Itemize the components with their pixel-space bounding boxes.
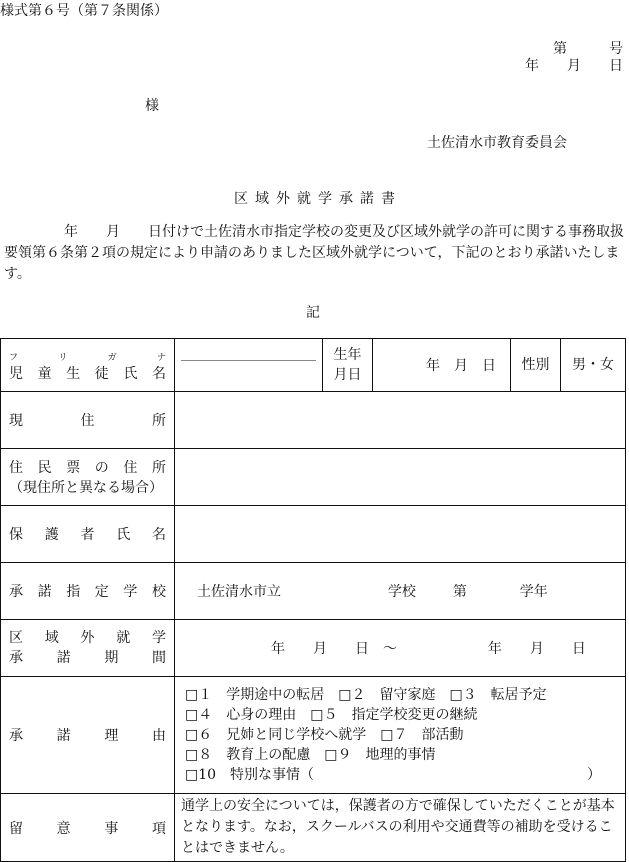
- registry-address-row: [1, 449, 626, 506]
- reason-row: [1, 677, 626, 794]
- address-field[interactable]: [175, 392, 626, 449]
- guardian-row: [1, 506, 626, 563]
- reason-line-1[interactable]: □１ 学期途中の転居 □２ 留守家庭 □３ 転居予定: [185, 687, 547, 703]
- guardian-label: 保 護 者 氏 名: [1, 506, 175, 563]
- guardian-field[interactable]: [175, 506, 626, 563]
- student-name-label: 児 童 生 徒 氏 名: [9, 365, 166, 382]
- period-end: 年 月 日: [487, 641, 586, 657]
- gender-field[interactable]: 男・女: [561, 339, 626, 392]
- notes-label: 留 意 事 項: [1, 794, 175, 862]
- reason-line-3[interactable]: □６ 兄姉と同じ学校へ就学 □７ 部活動: [185, 727, 464, 743]
- school-city: 土佐清水市立: [197, 584, 281, 600]
- period-label: 区 域 外 就 学 承 諾 期 間: [1, 620, 175, 677]
- address-row: [1, 392, 626, 449]
- student-name-label-cell: [1, 339, 175, 392]
- document-title: 区域外就学承諾書: [234, 191, 402, 207]
- reason-checklist[interactable]: [175, 677, 626, 794]
- issuer-name: 土佐清水市教育委員会: [427, 135, 567, 151]
- gender-label: 性別: [511, 339, 561, 392]
- registry-address-label: 住 民 票 の 住 所 （現住所と異なる場合）: [1, 449, 175, 506]
- school-row: [1, 563, 626, 620]
- furigana-field-line[interactable]: [181, 346, 316, 361]
- reason-label: 承 諾 理 由: [1, 677, 175, 794]
- notes-text: 通学上の安全については，保護者の方で確保していただくことが基本となります。なお，スクールバスの利用や交通費等の補助を受けることはできません。: [175, 794, 626, 862]
- school-label: 承 諾 指 定 学 校: [1, 563, 175, 620]
- reason-line-2[interactable]: □４ 心身の理由 □５ 指定学校変更の継続: [185, 707, 478, 723]
- address-label: 現 住 所: [1, 392, 175, 449]
- grade-prefix: 第: [452, 584, 467, 600]
- ki-heading: 記: [306, 305, 320, 321]
- period-field[interactable]: [175, 620, 626, 677]
- period-start: 年 月 日 ～: [271, 641, 397, 657]
- student-name-field[interactable]: [175, 339, 323, 392]
- furigana-label: フ リ ガ ナ: [9, 352, 166, 363]
- body-paragraph: 年 月 日付けで土佐清水市指定学校の変更及び区域外就学の許可に関する事務取扱要領第６条第２項の規定により申請のありました区域外就学について，下記のとおり承諾いたします。: [4, 224, 624, 282]
- form-number-label: 様式第６号（第７条関係）: [0, 3, 168, 19]
- registry-address-field[interactable]: [175, 449, 626, 506]
- grade-suffix: 学年: [519, 584, 548, 600]
- addressee-honorific: 様: [145, 98, 159, 114]
- registry-address-note: （現住所と異なる場合）: [9, 480, 163, 496]
- issue-date-line: 年 月 日: [525, 58, 623, 74]
- school-suffix: 学校: [387, 584, 416, 600]
- approval-form-table: [0, 338, 626, 862]
- reason-line-other[interactable]: □10 特別な事情（ ）: [185, 767, 601, 783]
- student-name-row: [1, 339, 626, 392]
- birth-date-field[interactable]: 年 月 日: [373, 339, 511, 392]
- document-number-line: 第 号: [553, 41, 623, 57]
- period-row: [1, 620, 626, 677]
- notes-row: [1, 794, 626, 862]
- school-field[interactable]: [175, 563, 626, 620]
- reason-line-4[interactable]: □８ 教育上の配慮 □９ 地理的事情: [185, 747, 436, 763]
- birth-label-cell: 生年 月日: [323, 339, 373, 392]
